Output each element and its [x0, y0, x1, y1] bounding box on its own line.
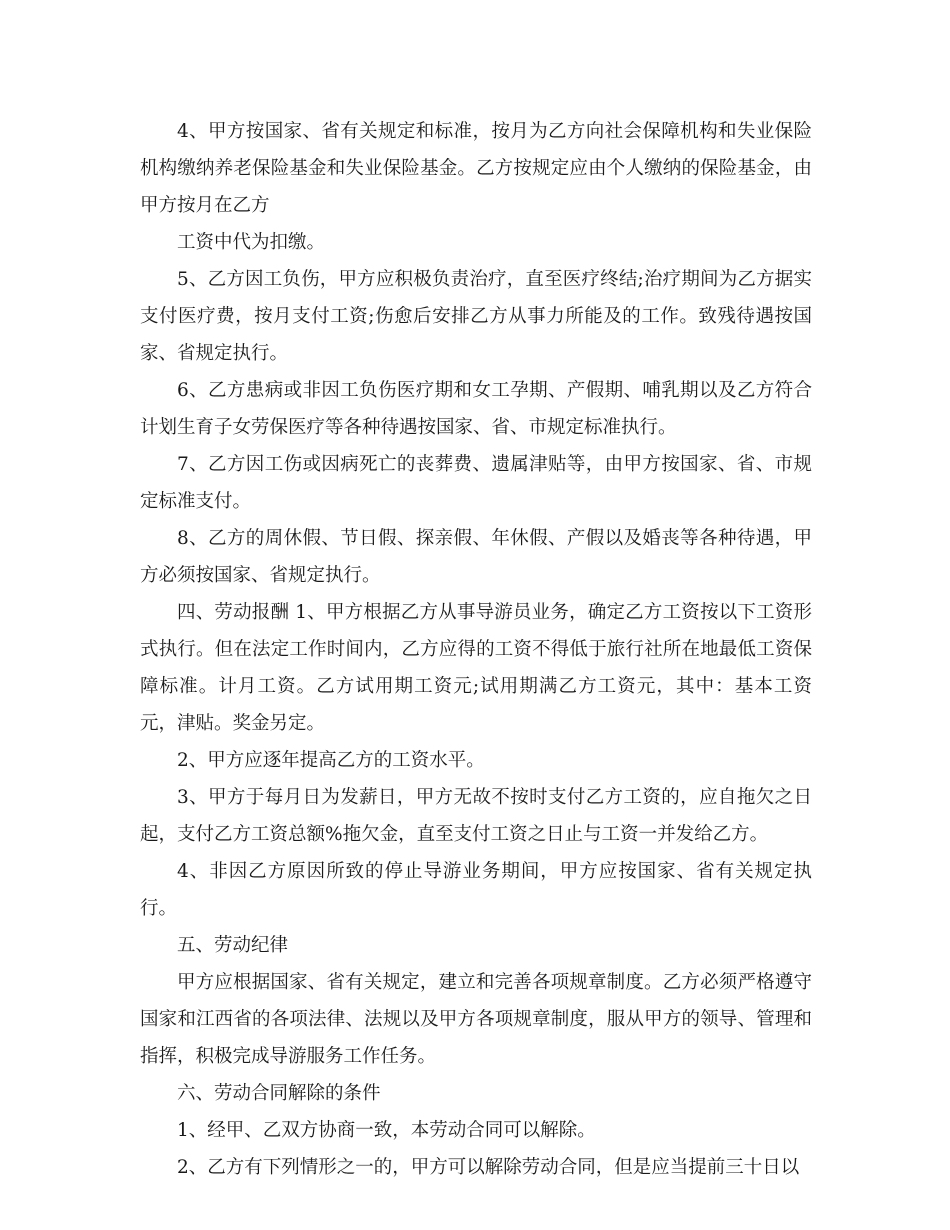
paragraph-work-injury: 5、乙方因工负伤，甲方应积极负责治疗，直至医疗终结;治疗期间为乙方据实支付医疗费，按月支付工资;伤愈后安排乙方从事力所能及的工作。致残待遇按国家、省规定执行。: [140, 269, 812, 364]
paragraph-suspension: 4、非因乙方原因所致的停止导游业务期间，甲方应按国家、省有关规定执行。: [140, 861, 812, 919]
paragraph-wage-deduction: 工资中代为扣缴。: [177, 232, 326, 253]
paragraph-wage-increase: 2、甲方应逐年提高乙方的工资水平。: [177, 750, 485, 771]
document-body: [140, 113, 812, 1186]
section-heading-termination: 六、劳动合同解除的条件: [177, 1083, 381, 1104]
paragraph-employer-termination: 2、乙方有下列情形之一的，甲方可以解除劳动合同，但是应当提前三十日以: [177, 1157, 800, 1178]
paragraph-payday: 3、甲方于每月日为发薪日，甲方无故不按时支付乙方工资的，应自拖欠之日起，支付乙方工资总额%拖欠金，直至支付工资之日止与工资一并发给乙方。: [140, 787, 812, 845]
paragraph-remuneration: 四、劳动报酬 1、甲方根据乙方从事导游员业务，确定乙方工资按以下工资形式执行。但在法定工作时间内，乙方应得的工资不得低于旅行社所在地最低工资保障标准。计月工资。乙方试用期工资元;试用期满乙方工资元，其中：基本工资元，津贴。奖金另定。: [140, 602, 812, 734]
paragraph-funeral-allowance: 7、乙方因工伤或因病死亡的丧葬费、遗属津贴等，由甲方按国家、省、市规定标准支付。: [140, 454, 812, 512]
paragraph-mutual-termination: 1、经甲、乙双方协商一致，本劳动合同可以解除。: [177, 1120, 596, 1141]
paragraph-leave-benefits: 8、乙方的周休假、节日假、探亲假、年休假、产假以及婚丧等各种待遇，甲方必须按国家、省规定执行。: [140, 528, 812, 586]
section-heading-discipline: 五、劳动纪律: [177, 935, 289, 956]
paragraph-discipline: 甲方应根据国家、省有关规定，建立和完善各项规章制度。乙方必须严格遵守国家和江西省的各项法律、法规以及甲方各项规章制度，服从甲方的领导、管理和指挥，积极完成导游服务工作任务。: [140, 972, 812, 1067]
paragraph-illness-maternity: 6、乙方患病或非因工负伤医疗期和女工孕期、产假期、哺乳期以及乙方符合计划生育子女劳保医疗等各种待遇按国家、省、市规定标准执行。: [140, 380, 812, 438]
paragraph-insurance-fund: 4、甲方按国家、省有关规定和标准，按月为乙方向社会保障机构和失业保险机构缴纳养老保险基金和失业保险基金。乙方按规定应由个人缴纳的保险基金，由甲方按月在乙方: [140, 121, 812, 216]
